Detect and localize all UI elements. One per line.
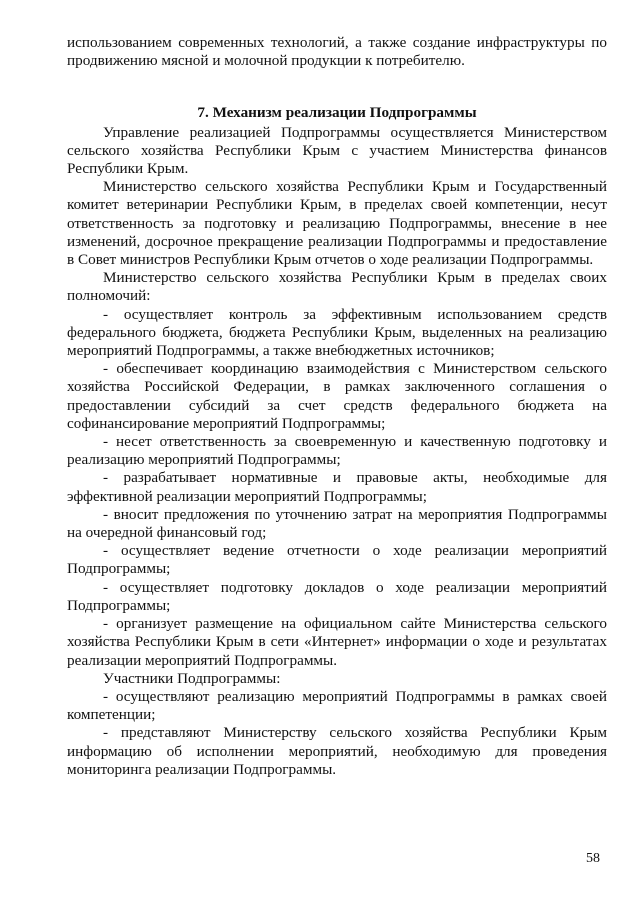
- list-item-reports-preparation: - осуществляет подготовку докладов о ходе реализации мероприятий Подпрограммы;: [67, 578, 607, 614]
- list-item-cost-proposals: - вносит предложения по уточнению затрат на мероприятия Подпрограммы на очередной финансовый год;: [67, 505, 607, 542]
- section-heading: 7. Механизм реализации Подпрограммы: [197, 104, 477, 122]
- list-item-participants-implementation: - осуществляют реализацию мероприятий Подпрограммы в рамках своей компетенции;: [67, 687, 607, 724]
- list-item-legal-acts: - разрабатывает нормативные и правовые акты, необходимые для эффективной реализации мероприятий Подпрограммы;: [67, 469, 607, 505]
- list-item-website-publication: - организует размещение на официальном сайте Министерства сельского хозяйства Республики Крым в сети «Интернет» информации о ходе и результатах реализации мероприятий Подпрограммы.: [67, 615, 607, 669]
- paragraph-participants: Участники Подпрограммы:: [103, 669, 281, 687]
- page-number: 58: [586, 851, 600, 866]
- paragraph-management: Управление реализацией Подпрограммы осуществляется Министерством сельского хозяйства Республики Крым с участием Министерства финансов Республики Крым.: [67, 123, 607, 178]
- paragraph-responsibility: Министерство сельского хозяйства Республики Крым и Государственный комитет ветеринарии Республики Крым, в пределах своей компетенции, несут ответственность за подготовку и реализацию Подпрограммы, внесение в нее изменений, досрочное прекращение реализации Подпрограммы и предоставление в Совет министров Республики Крым отчетов о ходе реализации Подпрограммы.: [67, 178, 607, 269]
- list-item-coordination: - обеспечивает координацию взаимодействия с Министерством сельского хозяйства Российской Федерации, в рамках заключенного соглашения о предоставлении субсидий за счет средств федерального бюджета на софинансирование мероприятий Подпрограммы;: [67, 360, 607, 432]
- continuation-paragraph: использованием современных технологий, а также создание инфраструктуры по продвижению мясной и молочной продукции к потребителю.: [67, 34, 607, 70]
- list-item-quality: - несет ответственность за своевременную и качественную подготовку и реализацию мероприятий Подпрограммы;: [67, 433, 607, 469]
- list-item-reporting: - осуществляет ведение отчетности о ходе реализации мероприятий Подпрограммы;: [67, 542, 607, 578]
- paragraph-ministry-powers: Министерство сельского хозяйства Республики Крым в пределах своих полномочий:: [67, 269, 607, 305]
- document-page: [67, 34, 607, 779]
- list-item-participants-information: - представляют Министерству сельского хозяйства Республики Крым информацию об исполнении мероприятий, необходимую для проведения мониторинга реализации Подпрограммы.: [67, 724, 607, 778]
- list-item-control: - осуществляет контроль за эффективным использованием средств федерального бюджета, бюджета Республики Крым, выделенных на реализацию мероприятий Подпрограммы, а также внебюджетных источников;: [67, 305, 607, 360]
